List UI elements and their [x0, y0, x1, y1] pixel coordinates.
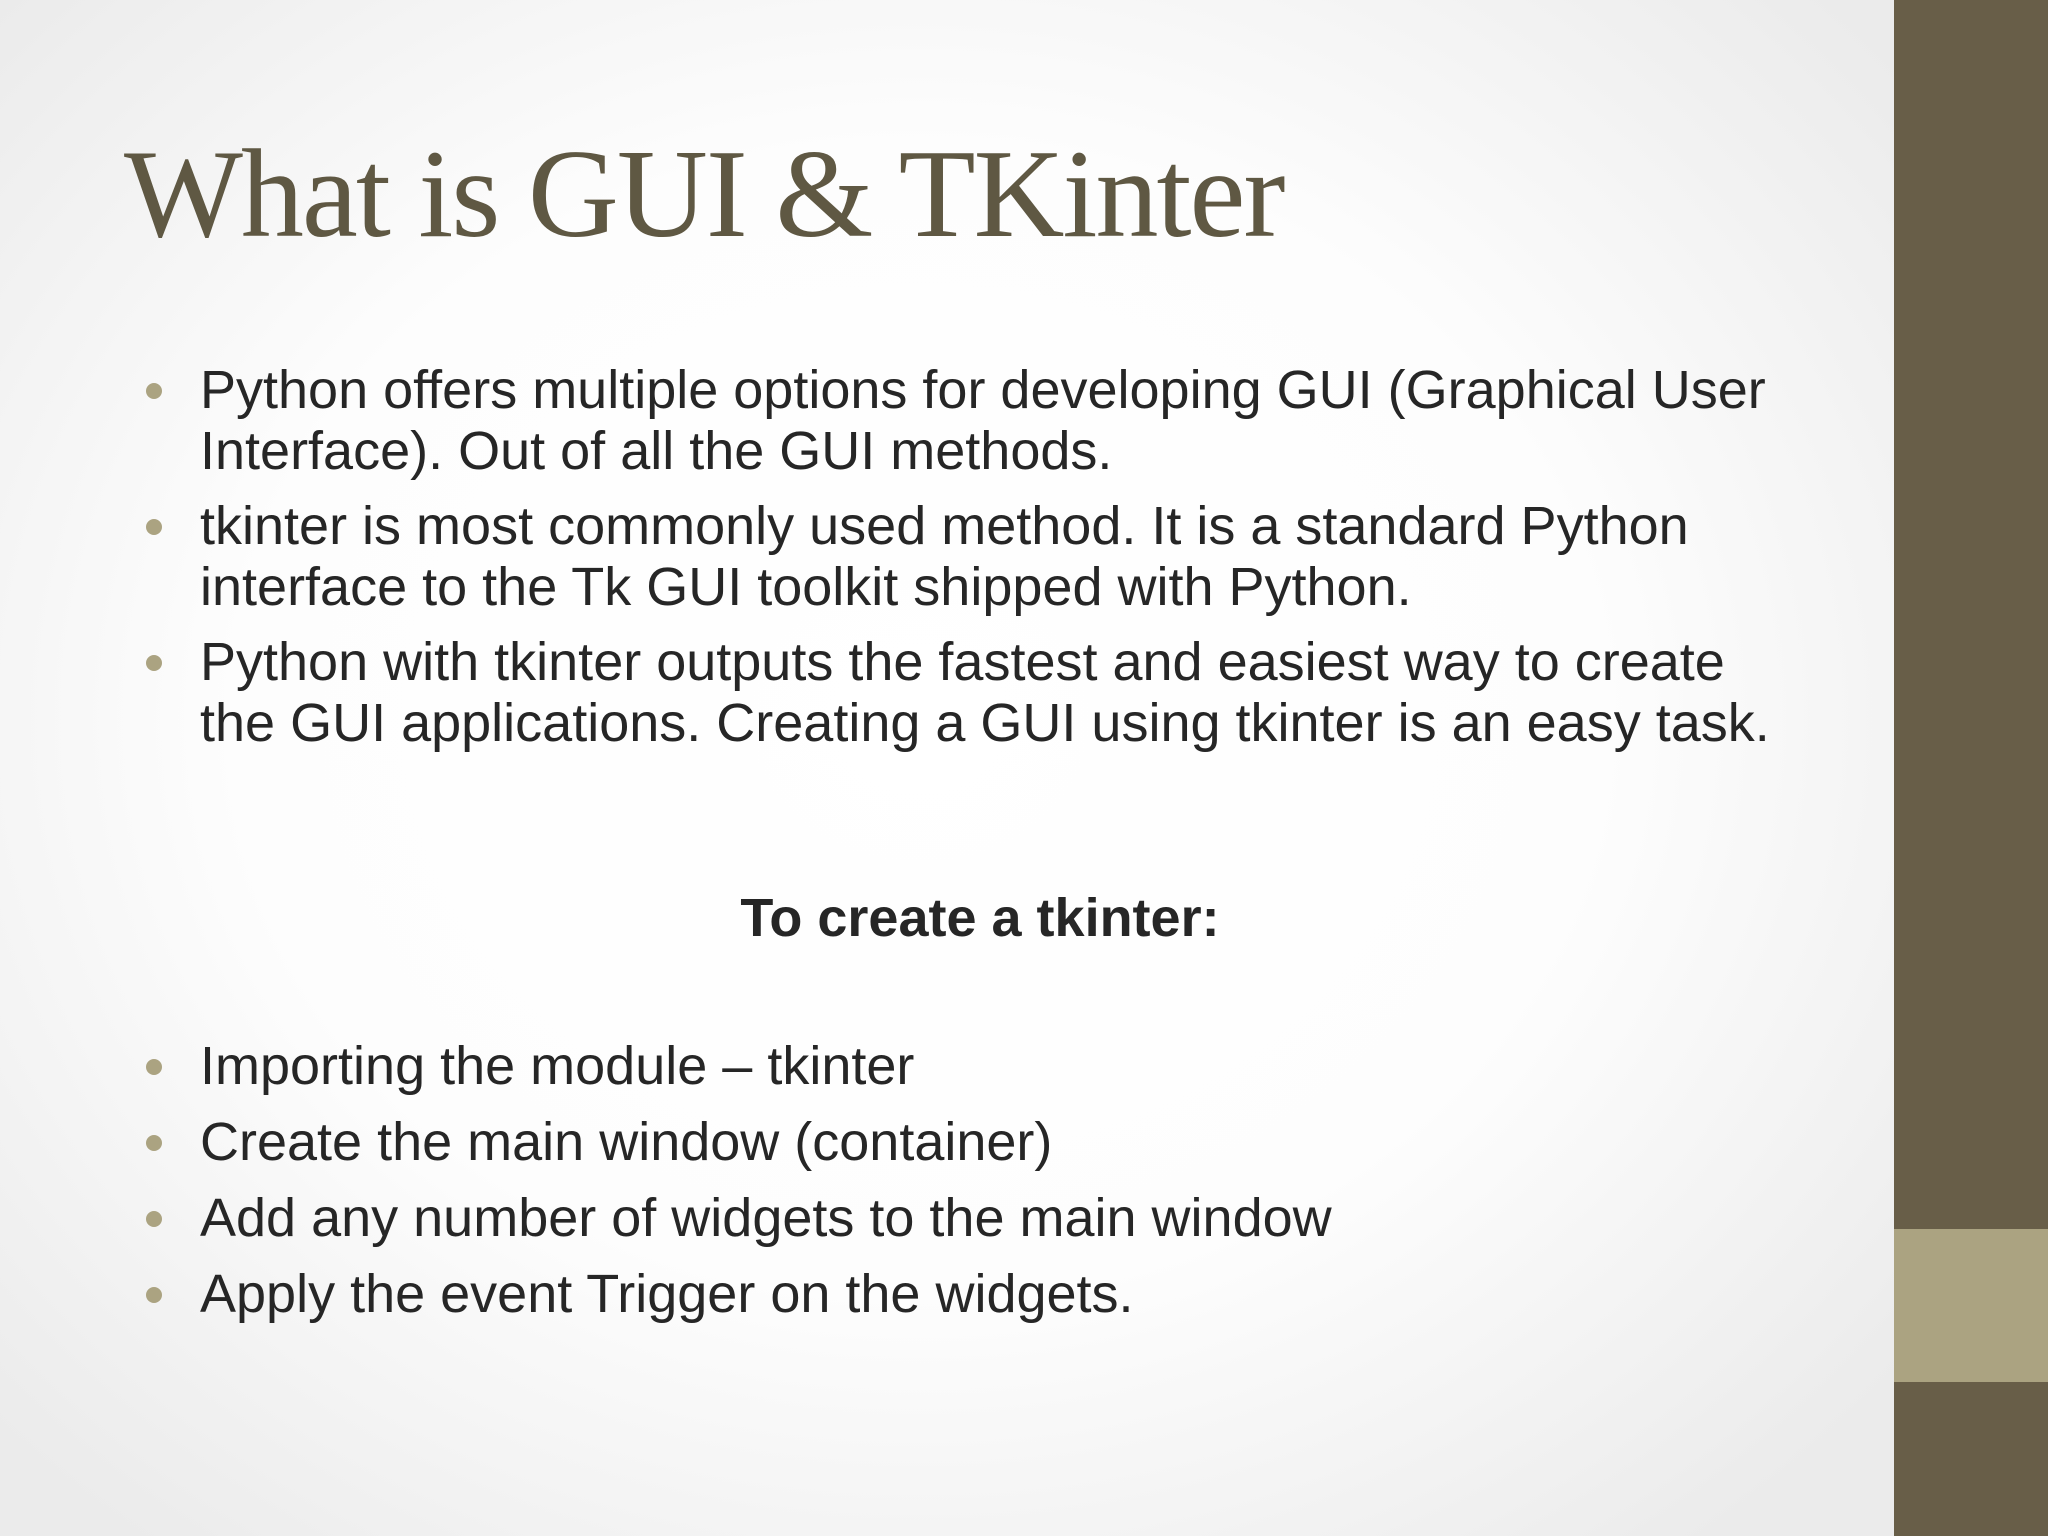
bullet-text: Apply the event Trigger on the widgets. — [200, 1264, 1134, 1324]
bullet-text: Python offers multiple options for developing GUI (Graphical User Interface). Out of all the GUI methods. — [200, 360, 1766, 481]
bullet-item — [200, 1264, 1780, 1325]
bullet-dot-icon — [146, 519, 162, 535]
bullet-item — [200, 1036, 1780, 1097]
intro-bullet-list — [200, 360, 1780, 768]
bullet-item — [200, 632, 1780, 754]
bullet-text: Add any number of widgets to the main window — [200, 1188, 1332, 1248]
slide-title: What is GUI & TKinter — [124, 125, 1284, 264]
bullet-text: Python with tkinter outputs the fastest and easiest way to create the GUI applications. Creating a GUI using tkinter is an easy task. — [200, 632, 1770, 753]
bullet-text: Create the main window (container) — [200, 1112, 1053, 1172]
side-decor-accent — [1894, 1229, 2048, 1382]
bullet-dot-icon — [146, 1211, 162, 1227]
bullet-text: tkinter is most commonly used method. It is a standard Python interface to the Tk GUI toolkit shipped with Python. — [200, 496, 1689, 617]
bullet-dot-icon — [146, 655, 162, 671]
bullet-dot-icon — [146, 1059, 162, 1075]
bullet-item — [200, 496, 1780, 618]
bullet-item — [200, 1112, 1780, 1173]
section-subheading: To create a tkinter: — [740, 888, 1220, 948]
bullet-text: Importing the module – tkinter — [200, 1036, 915, 1096]
bullet-item — [200, 1188, 1780, 1249]
bullet-dot-icon — [146, 383, 162, 399]
bullet-dot-icon — [146, 1135, 162, 1151]
steps-bullet-list — [200, 1036, 1780, 1340]
bullet-item — [200, 360, 1780, 482]
bullet-dot-icon — [146, 1287, 162, 1303]
